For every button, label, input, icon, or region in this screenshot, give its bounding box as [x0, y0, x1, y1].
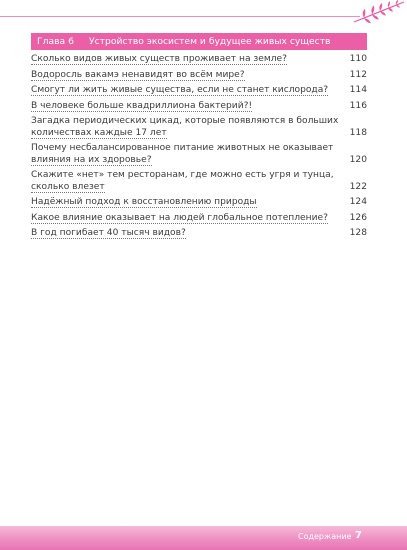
toc-entry-title-line: В человеке больше квадриллиона бактерий?!: [31, 100, 253, 111]
toc-entry-title-line: Какое влияние оказывает на людей глобальное потепление?: [31, 212, 328, 223]
toc-entry-page: 110: [349, 54, 367, 64]
table-of-contents: [31, 54, 367, 244]
page-number: 7: [355, 530, 362, 541]
chapter-title: Устройство экосистем и будущее живых существ: [89, 36, 331, 47]
toc-entry-page: 112: [349, 69, 367, 80]
toc-entry: [31, 116, 367, 139]
toc-entry-title-line: Загадка периодических цикад, которые появляются в больших: [31, 116, 339, 126]
toc-entry-page: 120: [349, 154, 367, 165]
toc-entry: [31, 70, 367, 82]
toc-entry-title-line: Водоросль вакамэ ненавидят во всём мире?: [31, 69, 245, 80]
toc-entry: [31, 54, 367, 66]
toc-entry-title-line: В год погибает 40 тысяч видов?: [31, 228, 186, 238]
chapter-header: [31, 33, 367, 50]
toc-entry-title-line: Почему несбалансированное питание животных не оказывает: [31, 143, 334, 153]
toc-entry: [31, 143, 367, 166]
page-footer: [0, 526, 407, 550]
toc-entry-page: 114: [349, 85, 367, 95]
header-rule: [0, 16, 360, 17]
chapter-number: Глава 6: [37, 36, 74, 47]
toc-entry: [31, 228, 367, 240]
toc-entry: [31, 170, 367, 193]
toc-entry-page: 122: [349, 181, 367, 192]
toc-entry: [31, 101, 367, 113]
toc-entry: [31, 213, 367, 225]
toc-entry-page: 116: [349, 100, 367, 111]
toc-entry-page: 128: [349, 228, 367, 238]
toc-entry: [31, 197, 367, 209]
toc-entry-page: 124: [349, 197, 367, 207]
toc-entry-title-line: влияния на их здоровье?: [31, 154, 152, 165]
toc-entry-page: 126: [349, 212, 367, 223]
toc-entry: [31, 85, 367, 97]
fern-leaf-icon: [352, 0, 407, 24]
toc-entry-title-line: Надёжный подход к восстановлению природы: [31, 197, 257, 207]
toc-entry-title-line: Сколько видов живых существ проживает на земле?: [31, 54, 287, 64]
toc-entry-title-line: Смогут ли жить живые существа, если не станет кислорода?: [31, 85, 329, 95]
toc-entry-page: 118: [349, 127, 367, 138]
toc-entry-title-line: Скажите «нет» тем ресторанам, где можно есть угря и тунца,: [31, 170, 334, 180]
toc-entry-title-line: количествах каждые 17 лет: [31, 127, 167, 138]
toc-entry-title-line: сколько влезет: [31, 181, 105, 192]
footer-section-label: Содержание: [298, 532, 352, 541]
